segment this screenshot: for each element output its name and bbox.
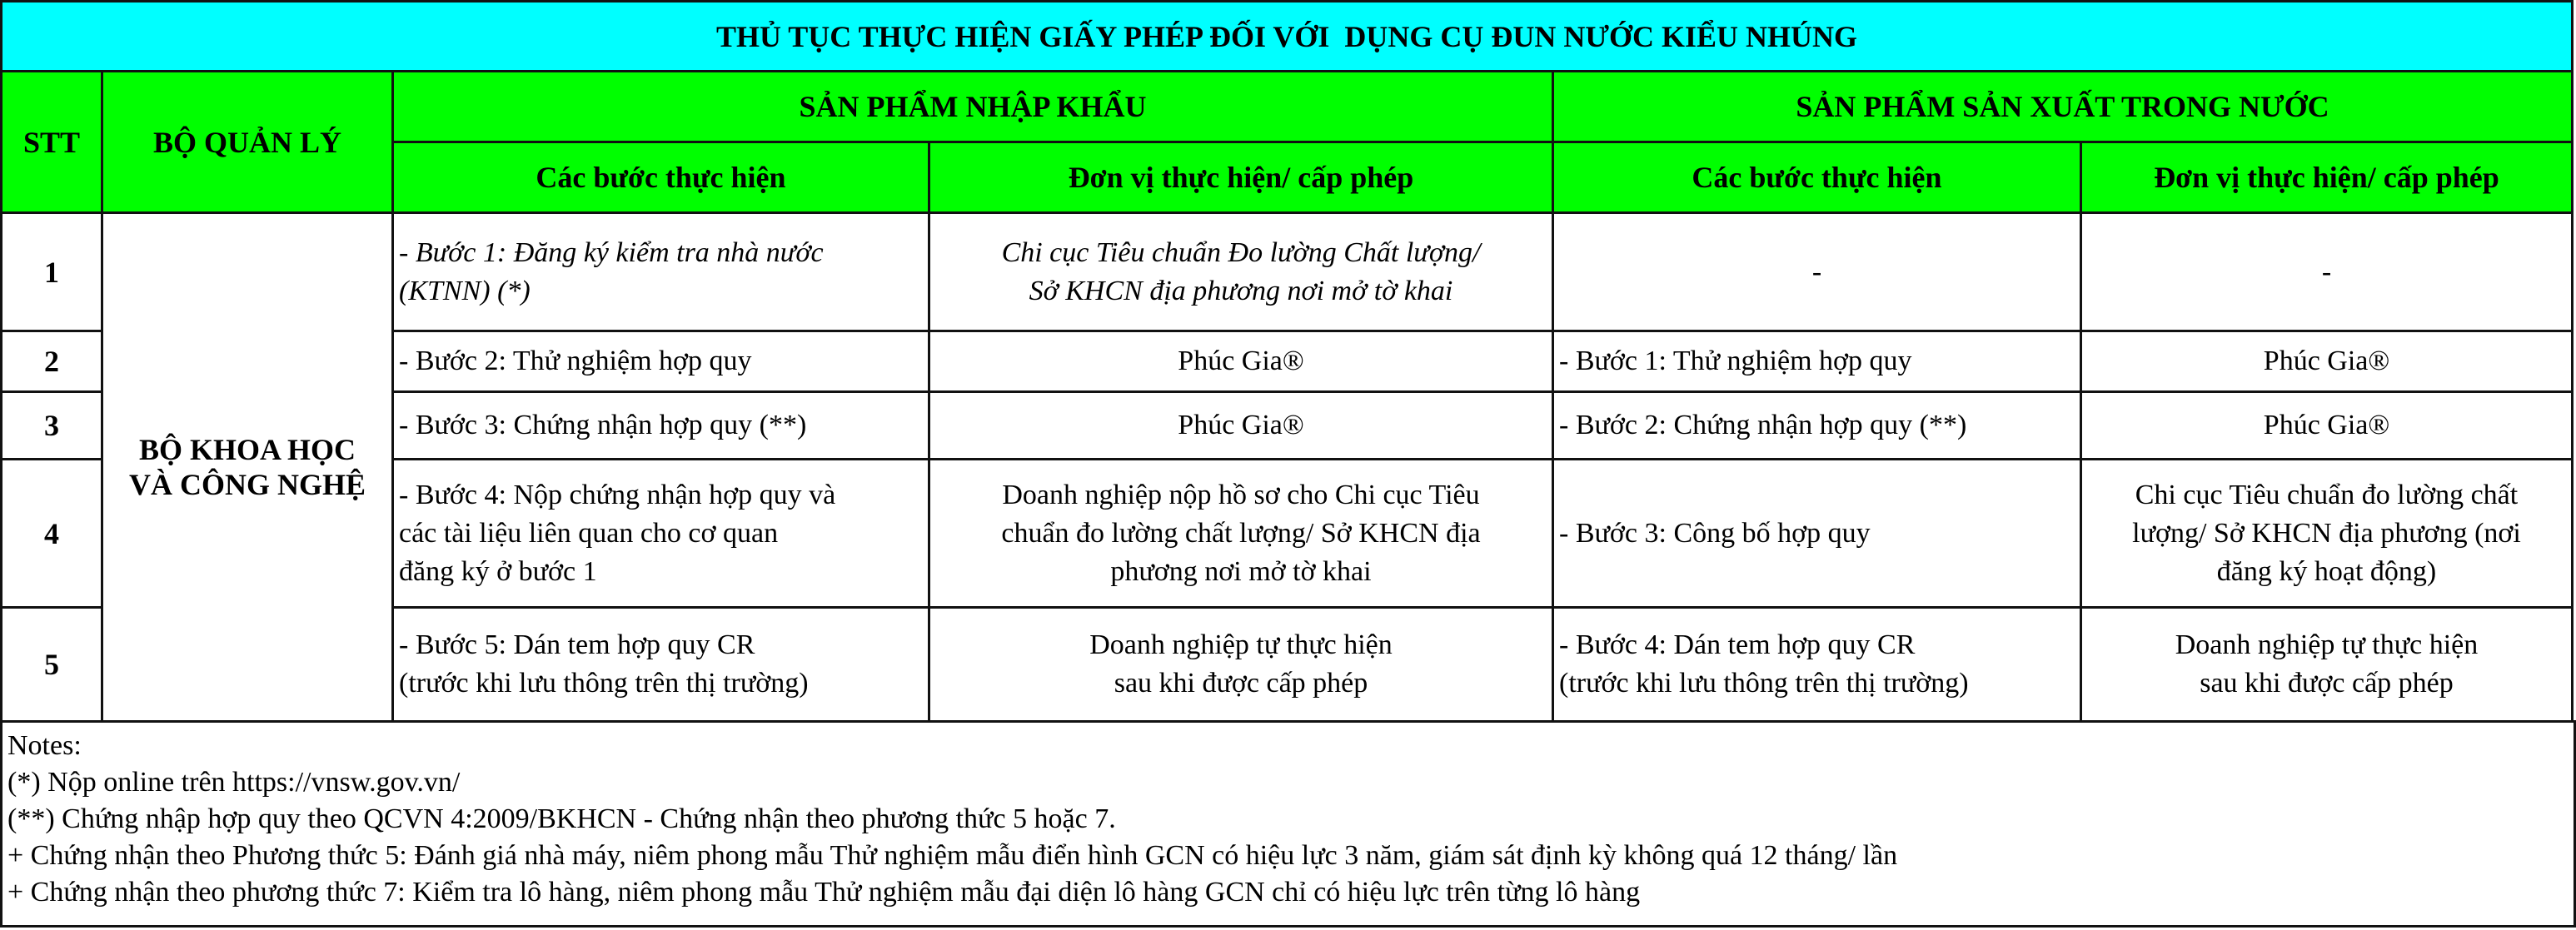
row-1-imported-unit bbox=[928, 211, 1554, 332]
header-domestic-steps-label: Các bước thực hiện bbox=[1692, 161, 1942, 194]
step-text-line: đăng ký ở bước 1 bbox=[399, 555, 597, 587]
row-4-imported-step bbox=[391, 458, 930, 609]
notes-section bbox=[0, 720, 2576, 928]
unit-text-line: - bbox=[2321, 256, 2332, 287]
unit-text-line: Doanh nghiệp tự thực hiện bbox=[1089, 629, 1393, 660]
row-5-domestic-step bbox=[1552, 606, 2082, 723]
step-prefix: - bbox=[399, 236, 416, 268]
unit-text-line: Phúc Gia® bbox=[2263, 346, 2390, 376]
notes-heading: Notes: bbox=[7, 730, 82, 761]
header-ministry bbox=[101, 70, 394, 214]
step-text-line: - bbox=[1811, 256, 1822, 287]
step-text-line: các tài liệu liên quan cho cơ quan bbox=[399, 517, 779, 549]
header-domestic-group bbox=[1552, 70, 2574, 143]
step-text-line: (trước khi lưu thông trên thị trường) bbox=[399, 668, 809, 699]
row-1-imported-step bbox=[391, 211, 930, 332]
unit-text-line: Phúc Gia® bbox=[2263, 410, 2390, 440]
unit-text-line: Phúc Gia® bbox=[1178, 346, 1304, 376]
step-text-line: - Bước 3: Chứng nhận hợp quy (**) bbox=[399, 410, 807, 440]
row-4-imported-unit bbox=[928, 458, 1554, 609]
row-1-domestic-unit bbox=[2080, 211, 2574, 332]
header-ministry-label: BỘ QUẢN LÝ bbox=[152, 125, 342, 159]
row-5-imported-step bbox=[391, 606, 930, 723]
header-domestic-unit bbox=[2080, 141, 2574, 214]
note-line: (*) Nộp online trên https://vnsw.gov.vn/ bbox=[7, 767, 461, 798]
step-text-line: - Bước 4: Dán tem hợp quy CR bbox=[1559, 629, 1916, 660]
header-stt bbox=[0, 70, 103, 214]
step-text-line: - Bước 3: Công bố hợp quy bbox=[1559, 517, 1871, 549]
step-text-line: Bước 1: Đăng ký kiểm tra nhà nước bbox=[415, 236, 824, 268]
unit-text-line: sau khi được cấp phép bbox=[1114, 668, 1368, 699]
unit-text-line: Phúc Gia® bbox=[1178, 410, 1304, 440]
row-4-stt bbox=[0, 458, 103, 609]
table-title bbox=[0, 0, 2574, 72]
header-imported-steps bbox=[391, 141, 930, 214]
row-3-domestic-unit bbox=[2080, 390, 2574, 460]
row-3-domestic-step bbox=[1552, 390, 2082, 460]
unit-text-line: đăng ký hoạt động) bbox=[2216, 555, 2437, 587]
unit-text-line: chuẩn đo lường chất lượng/ Sở KHCN địa bbox=[1001, 517, 1481, 549]
row-2-imported-unit bbox=[928, 330, 1554, 393]
unit-text-line: lượng/ Sở KHCN địa phương (nơi bbox=[2132, 517, 2521, 549]
unit-text-line: Doanh nghiệp nộp hồ sơ cho Chi cục Tiêu bbox=[1002, 479, 1480, 510]
stt-value: 5 bbox=[44, 648, 59, 681]
row-5-domestic-unit bbox=[2080, 606, 2574, 723]
step-text-line: - Bước 1: Thử nghiệm hợp quy bbox=[1559, 346, 1912, 376]
stt-value: 4 bbox=[44, 516, 59, 550]
ministry-name-line: BỘ KHOA HỌC bbox=[138, 433, 356, 466]
header-imported-steps-label: Các bước thực hiện bbox=[536, 161, 786, 194]
ministry-name-line: VÀ CÔNG NGHỆ bbox=[128, 468, 366, 501]
unit-text-line: phương nơi mở tờ khai bbox=[1110, 555, 1372, 587]
step-text-line: - Bước 5: Dán tem hợp quy CR bbox=[399, 629, 755, 660]
header-imported-unit bbox=[928, 141, 1554, 214]
row-5-stt bbox=[0, 606, 103, 723]
header-domestic-group-label: SẢN PHẨM SẢN XUẤT TRONG NƯỚC bbox=[1796, 90, 2329, 123]
header-domestic-steps bbox=[1552, 141, 2082, 214]
header-imported-group bbox=[391, 70, 1554, 143]
row-2-stt bbox=[0, 330, 103, 393]
ministry-cell bbox=[101, 211, 394, 723]
table-title-text: THỦ TỤC THỰC HIỆN GIẤY PHÉP ĐỐI VỚI DỤNG CỤ ĐUN NƯỚC KIỂU NHÚNG bbox=[715, 19, 1858, 53]
row-4-domestic-unit bbox=[2080, 458, 2574, 609]
unit-text-line: sau khi được cấp phép bbox=[2200, 668, 2454, 699]
row-3-imported-step bbox=[391, 390, 930, 460]
unit-text-line: Doanh nghiệp tự thực hiện bbox=[2175, 629, 2479, 660]
row-2-domestic-unit bbox=[2080, 330, 2574, 393]
header-domestic-unit-label: Đơn vị thực hiện/ cấp phép bbox=[2154, 161, 2499, 194]
step-text-line: - Bước 4: Nộp chứng nhận hợp quy và bbox=[399, 479, 836, 510]
row-2-imported-step bbox=[391, 330, 930, 393]
row-5-imported-unit bbox=[928, 606, 1554, 723]
step-text-line: (trước khi lưu thông trên thị trường) bbox=[1559, 668, 1969, 699]
header-imported-unit-label: Đơn vị thực hiện/ cấp phép bbox=[1068, 161, 1414, 194]
note-line: + Chứng nhận theo Phương thức 5: Đánh giá nhà máy, niêm phong mẫu Thử nghiệm mẫu điển hình GCN có hiệu lực 3 năm, giám sát định kỳ không quá 12 tháng/ lần bbox=[7, 840, 1898, 871]
row-4-domestic-step bbox=[1552, 458, 2082, 609]
note-line: + Chứng nhận theo phương thức 7: Kiểm tra lô hàng, niêm phong mẫu Thử nghiệm mẫu đại diện lô hàng GCN chỉ có hiệu lực trên từng lô hàng bbox=[7, 877, 1641, 908]
row-1-domestic-step bbox=[1552, 211, 2082, 332]
row-3-stt bbox=[0, 390, 103, 460]
note-line: (**) Chứng nhập hợp quy theo QCVN 4:2009/BKHCN - Chứng nhận theo phương thức 5 hoặc 7. bbox=[7, 803, 1116, 834]
header-imported-group-label: SẢN PHẨM NHẬP KHẨU bbox=[799, 90, 1147, 123]
step-text-line: - Bước 2: Thử nghiệm hợp quy bbox=[399, 346, 752, 376]
stt-value: 3 bbox=[44, 409, 59, 442]
step-text-line: - Bước 2: Chứng nhận hợp quy (**) bbox=[1559, 410, 1967, 440]
unit-text-line: Chi cục Tiêu chuẩn Đo lường Chất lượng/ bbox=[1001, 236, 1481, 268]
step-text-line: (KTNN) (*) bbox=[399, 275, 531, 306]
stt-value: 2 bbox=[44, 345, 59, 378]
header-stt-label: STT bbox=[22, 125, 81, 159]
unit-text-line: Chi cục Tiêu chuẩn đo lường chất bbox=[2135, 479, 2519, 510]
row-3-imported-unit bbox=[928, 390, 1554, 460]
row-1-stt bbox=[0, 211, 103, 332]
row-2-domestic-step bbox=[1552, 330, 2082, 393]
stt-value: 1 bbox=[44, 255, 59, 289]
unit-text-line: Sở KHCN địa phương nơi mở tờ khai bbox=[1029, 275, 1453, 306]
